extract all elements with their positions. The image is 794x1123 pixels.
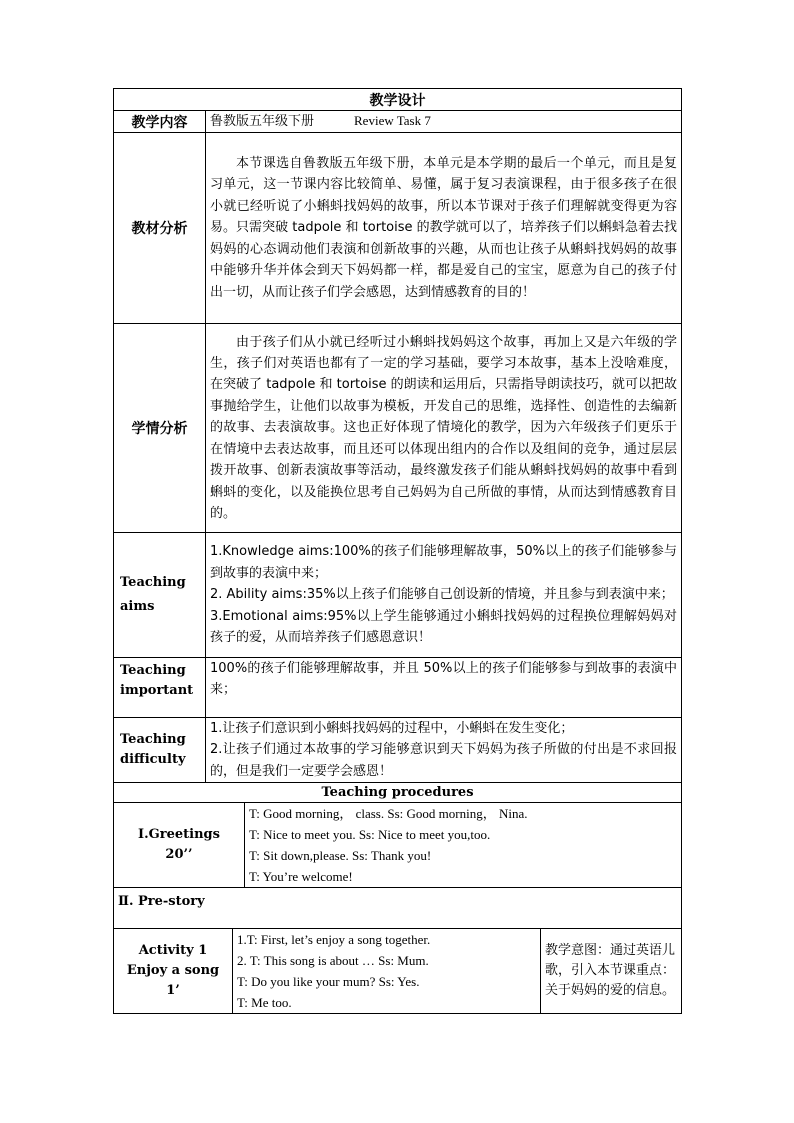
dialogue-line: T: Nice to meet you. Ss: Nice to meet you,too.: [249, 827, 491, 843]
activity1-label-line1: Activity 1: [138, 943, 208, 959]
textbook-analysis-text: 本节课选自鲁教版五年级下册，本单元是本学期的最后一个单元，而且是复习单元，这一节课内容比较简单、易懂，属于复习表演课程，由于很多孩子在很小就已经听说了小蝌蚪找妈妈的故事，所以本节课对于孩子们理解就变得更为容易。只需突破 tadpole 和 tortoise 的教学就可以了，培养孩子们以蝌蚪急着去找妈妈的心态调动他们表演和创新故事的兴趣，从而也让孩子从蝌蚪找妈妈的故事中能够升华并体会到天下妈妈都一样，都是爱自己的宝宝，愿意为自己的孩子付出一切，从而让孩子们学会感恩，达到情感教育的目的！: [210, 156, 677, 300]
greetings-label-line1: Ⅰ.Greetings: [138, 827, 220, 843]
greetings-row: [114, 803, 682, 888]
textbook-analysis-row: [114, 133, 682, 324]
teaching-aims-label-line2: aims: [120, 599, 155, 614]
prestory-label: Ⅱ. Pre-story: [114, 888, 682, 929]
learner-analysis-row: [114, 324, 682, 533]
teaching-difficulty-label-line2: difficulty: [120, 752, 186, 768]
teaching-difficulty-label: [114, 718, 206, 783]
learner-analysis-label: 学情分析: [114, 324, 206, 533]
teaching-aims-label-line1: Teaching: [120, 575, 186, 590]
title-row: [114, 89, 682, 111]
procedures-title-row: [114, 783, 682, 803]
dialogue-line: T: Sit down,please. Ss: Thank you!: [249, 848, 432, 864]
activity1-label: [114, 929, 233, 1014]
teaching-aims-row: [114, 533, 682, 658]
teaching-important-label: [114, 658, 206, 718]
dialogue-line: T: Me too.: [237, 995, 292, 1011]
teaching-aims-label: [114, 533, 206, 658]
textbook-analysis-cell: [206, 133, 682, 324]
teaching-aim-item: 1.Knowledge aims:100%的孩子们能够理解故事，50%以上的孩子们能够参与到故事的表演中来；: [210, 544, 677, 581]
teaching-important-label-line2: important: [120, 683, 194, 698]
teaching-important-row: [114, 658, 682, 718]
teaching-difficulty-row: [114, 718, 682, 783]
teaching-difficulty-label-line1: Teaching: [120, 732, 186, 748]
activity1-dialogue: [233, 929, 541, 1014]
teaching-important-text: 100%的孩子们能够理解故事，并且 50%以上的孩子们能够参与到故事的表演中来；: [210, 661, 677, 698]
lesson-plan-sheet: [113, 88, 681, 1014]
teaching-aim-item: 3.Emotional aims:95%以上学生能够通过小蝌蚪找妈妈的过程换位理解妈妈对孩子的爱，从而培养孩子们感恩意识！: [210, 608, 677, 646]
greetings-label: [114, 803, 245, 888]
content-value: 鲁教版五年级下册: [210, 114, 315, 129]
dialogue-line: T: Do you like your mum? Ss: Yes.: [237, 974, 420, 990]
learner-analysis-cell: [206, 324, 682, 533]
activity1-intent: 教学意图：通过英语儿歌，引入本节课重点：关于妈妈的爱的信息。: [541, 929, 682, 1014]
textbook-analysis-label: 教材分析: [114, 133, 206, 324]
dialogue-line: 1.T: First, let’s enjoy a song together.: [237, 932, 431, 948]
activity1-label-line2: Enjoy a song: [126, 963, 220, 979]
procedures-title: Teaching procedures: [114, 783, 682, 803]
content-label: 教学内容: [114, 111, 206, 133]
learner-analysis-text: 由于孩子们从小就已经听过小蝌蚪找妈妈这个故事，再加上又是六年级的学生，孩子们对英语也都有了一定的学习基础，要学习本故事，基本上没啥难度，在突破了 tadpole 和 tortoise 的朗读和运用后，只需指导朗读技巧，就可以把故事抛给学生，让他们以故事为模板，开发自己的思维，选择性、创造性的去编新的故事、去表演故事。这也正好体现了情境化的教学，因为六年级孩子们更乐于在情境中去表达故事，而且还可以体现出组内的合作以及组间的竞争，通过层层拨开故事、创新表演故事等活动，最终激发孩子们能从蝌蚪找妈妈的故事中看到蝌蚪的变化，以及能换位思考自己妈妈为自己所做的事情，从而达到情感教育目的。: [210, 334, 677, 521]
teaching-important-cell: [206, 658, 682, 718]
dialogue-line: T: You’re welcome!: [249, 869, 353, 885]
teaching-aim-item: 2. Ability aims:35%以上孩子们能够自己创设新的情境，并且参与到表演中来；: [210, 587, 674, 603]
content-value-cell: [206, 111, 682, 133]
teaching-important-label-line1: Teaching: [120, 663, 186, 678]
teaching-aims-cell: [206, 533, 682, 658]
teaching-difficulty-item: 1.让孩子们意识到小蝌蚪找妈妈的过程中，小蝌蚪在发生变化；: [210, 721, 574, 736]
dialogue-line: T: Good morning， class. Ss: Good morning， Nina.: [249, 806, 528, 822]
prestory-row: [114, 888, 682, 929]
teaching-difficulty-cell: [206, 718, 682, 783]
content-row: [114, 111, 682, 133]
greetings-dialogue: [245, 803, 682, 888]
teaching-difficulty-item: 2.让孩子们通过本故事的学习能够意识到天下妈妈为孩子所做的付出是不求回报的，但是我们一定要学会感恩！: [210, 742, 677, 779]
dialogue-line: 2. T: This song is about … Ss: Mum.: [237, 953, 429, 969]
activity1-label-line3: 1’: [166, 983, 180, 999]
page-title: 教学设计: [114, 89, 682, 111]
activity1-row: [114, 929, 682, 1014]
lesson-plan-table: [113, 88, 682, 1014]
greetings-label-line2: 20’’: [165, 847, 193, 863]
content-task: Review Task 7: [354, 113, 431, 128]
